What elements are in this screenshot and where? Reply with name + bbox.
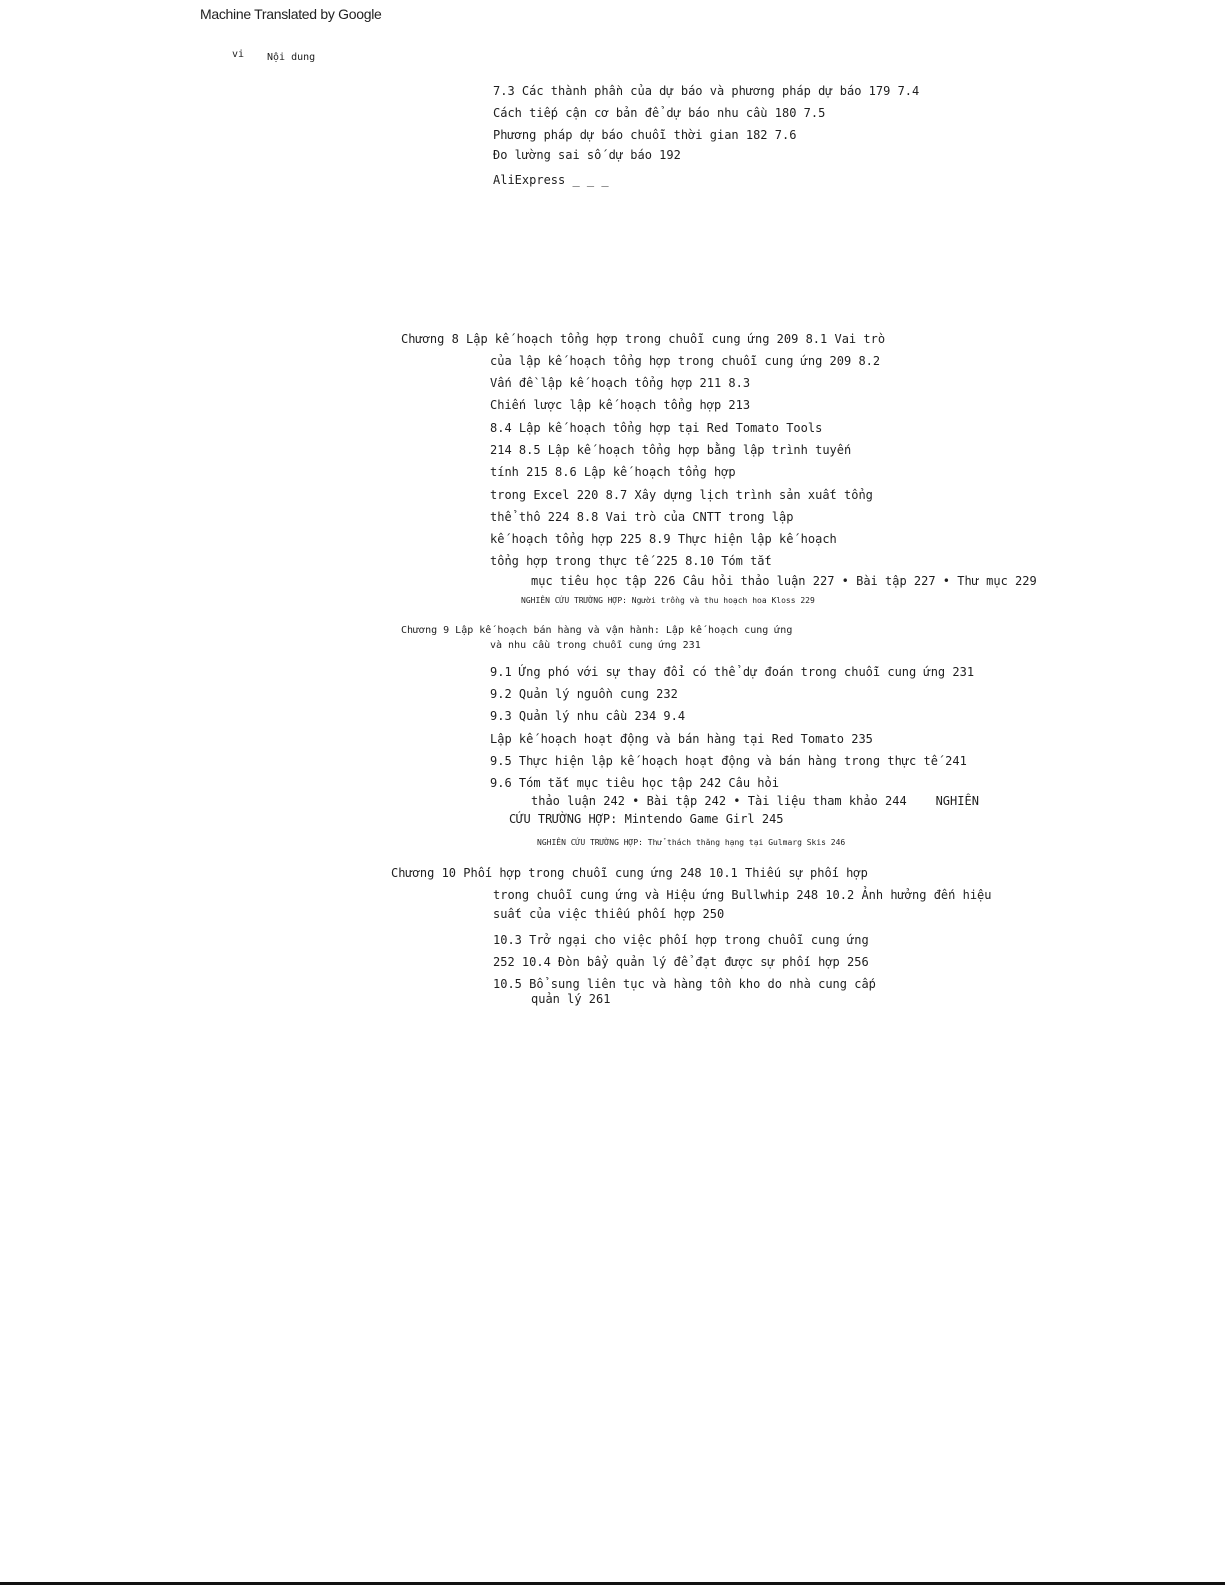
toc-line: Phương pháp dự báo chuỗi thời gian 182 7.6 [493,128,797,142]
toc-line: 7.3 Các thành phần của dự báo và phương pháp dự báo 179 7.4 [493,84,920,98]
case-study-line: CỨU TRƯỜNG HỢP: Mintendo Game Girl 245 [509,812,784,826]
toc-line: 9.1 Ứng phó với sự thay đổi có thể dự đoán trong chuỗi cung ứng 231 [490,665,975,679]
toc-line: 10.5 Bổ sung liên tục và hàng tồn kho do nhà cung cấp [493,977,876,991]
page-number: vi [232,49,245,60]
toc-line: tổng hợp trong thực tế 225 8.10 Tóm tắt [490,554,772,568]
toc-line: quản lý 261 [531,992,611,1006]
toc-line: tính 215 8.6 Lập kế hoạch tổng hợp [490,465,736,479]
toc-line: 10.3 Trở ngại cho việc phối hợp trong chuỗi cung ứng [493,933,869,947]
toc-line: 9.3 Quản lý nhu cầu 234 9.4 [490,709,686,723]
chapter-9-heading: Chương 9 Lập kế hoạch bán hàng và vận hành: Lập kế hoạch cung ứng [401,625,793,636]
chapter-8-heading: Chương 8 Lập kế hoạch tổng hợp trong chuỗi cung ứng 209 8.1 Vai trò [401,332,886,346]
chapter-9-heading-cont: và nhu cầu trong chuỗi cung ứng 231 [490,640,701,651]
toc-line: 8.4 Lập kế hoạch tổng hợp tại Red Tomato Tools [490,421,823,435]
case-study-line: NGHIÊN CỨU TRƯỜNG HỢP: Thử thách thăng hạng tại Gulmarg Skis 246 [537,838,846,847]
toc-line: mục tiêu học tập 226 Câu hỏi thảo luận 227 • Bài tập 227 • Thư mục 229 [531,574,1037,588]
toc-line: thể thô 224 8.8 Vai trò của CNTT trong lập [490,510,794,524]
chapter-10-heading: Chương 10 Phối hợp trong chuỗi cung ứng 248 10.1 Thiếu sự phối hợp [391,866,868,880]
toc-line: 9.2 Quản lý nguồn cung 232 [490,687,678,701]
toc-line: suất của việc thiếu phối hợp 250 [493,907,725,921]
toc-line: Chiến lược lập kế hoạch tổng hợp 213 [490,398,751,412]
toc-line: 9.6 Tóm tắt mục tiêu học tập 242 Câu hỏi [490,776,779,790]
page-title: Nội dung [267,52,316,63]
case-study-line: NGHIÊN CỨU TRƯỜNG HỢP: Người trồng và thu hoạch hoa Kloss 229 [521,596,815,605]
toc-line: Đo lường sai số dự báo 192 [493,148,681,162]
toc-line: trong chuỗi cung ứng và Hiệu ứng Bullwhip 248 10.2 Ảnh hưởng đến hiệu [493,888,992,902]
toc-line: Lập kế hoạch hoạt động và bán hàng tại Red Tomato 235 [490,732,873,746]
toc-line: Vấn đề lập kế hoạch tổng hợp 211 8.3 [490,376,751,390]
toc-line: 252 10.4 Đòn bẩy quản lý để đạt được sự phối hợp 256 [493,955,869,969]
toc-line: AliExpress _ _ _ [493,173,609,187]
machine-translation-banner: Machine Translated by Google [200,6,382,22]
toc-line: 9.5 Thực hiện lập kế hoạch hoạt động và bán hàng trong thực tế 241 [490,754,967,768]
toc-line: thảo luận 242 • Bài tập 242 • Tài liệu tham khảo 244 NGHIÊN [531,794,979,808]
toc-line: kế hoạch tổng hợp 225 8.9 Thực hiện lập kế hoạch [490,532,837,546]
toc-line: Cách tiếp cận cơ bản để dự báo nhu cầu 180 7.5 [493,106,826,120]
toc-line: trong Excel 220 8.7 Xây dựng lịch trình sản xuất tổng [490,488,873,502]
toc-line: 214 8.5 Lập kế hoạch tổng hợp bằng lập trình tuyến [490,443,852,457]
toc-line: của lập kế hoạch tổng hợp trong chuỗi cung ứng 209 8.2 [490,354,881,368]
